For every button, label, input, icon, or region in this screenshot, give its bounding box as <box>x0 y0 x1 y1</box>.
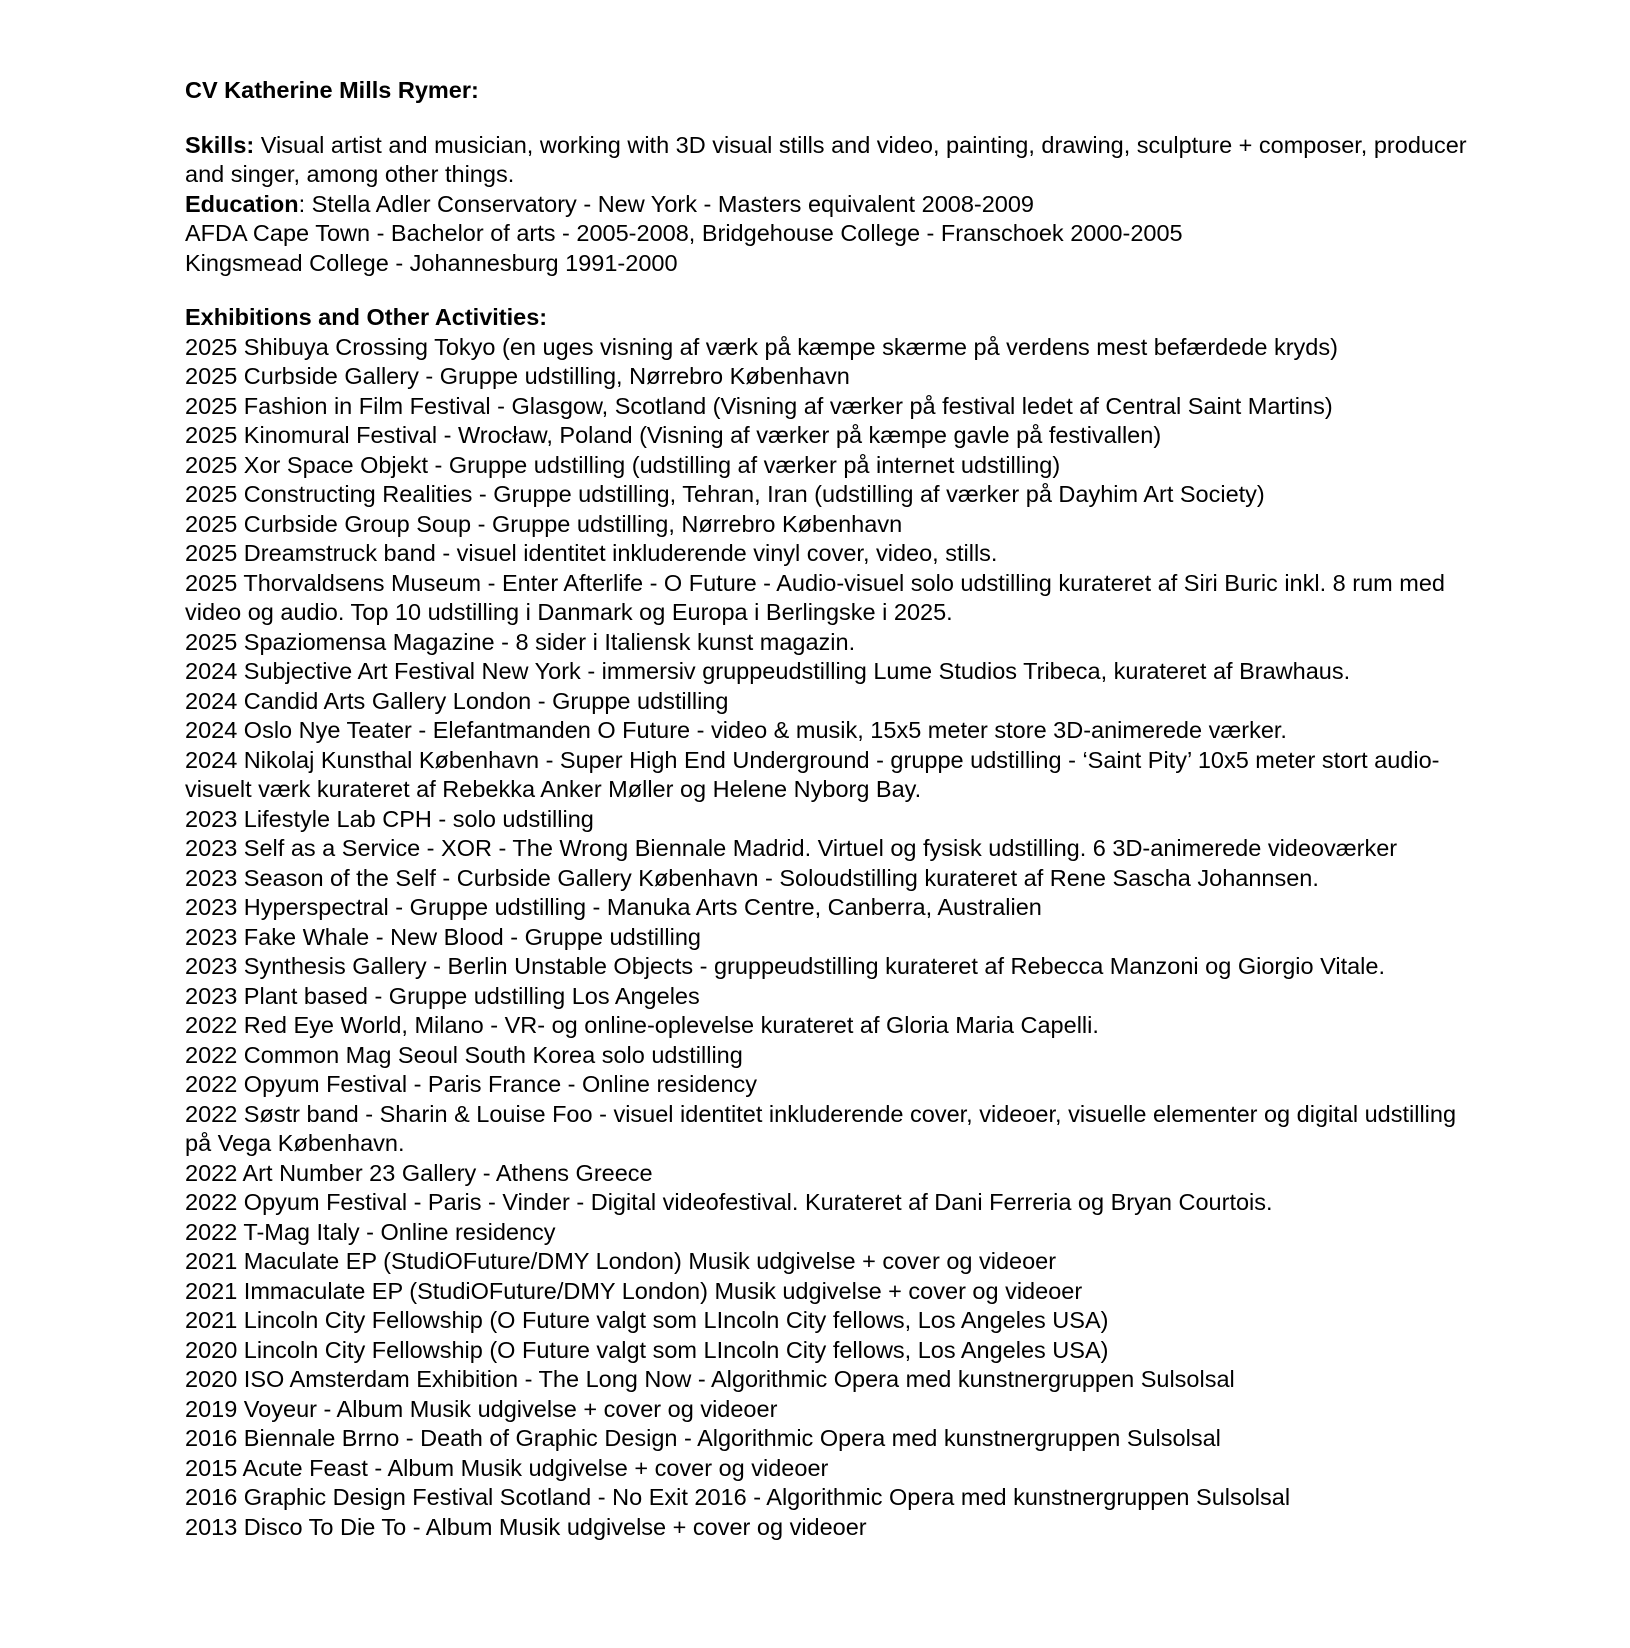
exhibition-entry: 2021 Immaculate EP (StudiOFuture/DMY London) Musik udgivelse + cover og videoer <box>185 1277 1083 1304</box>
skills-label: Skills: <box>185 131 255 158</box>
exhibition-entry: 2025 Dreamstruck band - visuel identitet inkluderende vinyl cover, video, stills. <box>185 540 998 566</box>
exhibition-entry: 2022 T-Mag Italy - Online residency <box>185 1218 556 1245</box>
exhibition-entry: 2016 Graphic Design Festival Scotland - No Exit 2016 - Algorithmic Opera med kunstnergruppen Sulsolsal <box>185 1484 1291 1510</box>
exhibition-entry: 2020 ISO Amsterdam Exhibition - The Long Now - Algorithmic Opera med kunstnergruppen Sulsolsal <box>185 1366 1235 1392</box>
exhibition-entry: 2025 Spaziomensa Magazine - 8 sider i Italiensk kunst magazin. <box>185 628 856 655</box>
exhibition-entry: 2025 Kinomural Festival - Wrocław, Poland (Visning af værker på kæmpe gavle på festivallen) <box>185 422 1162 448</box>
exhibition-entry: 2013 Disco To Die To - Album Musik udgivelse + cover og videoer <box>185 1513 867 1540</box>
education-text: : Stella Adler Conservatory - New York - Masters equivalent 2008-2009 <box>298 190 1035 217</box>
exhibitions-title: Exhibitions and Other Activities: <box>185 304 548 330</box>
cv-title: CV Katherine Mills Rymer: <box>185 77 479 103</box>
exhibition-entry: 2023 Self as a Service - XOR - The Wrong Biennale Madrid. Virtuel og fysisk udstilling. 6 3D-animerede videoværker <box>185 835 1398 861</box>
exhibition-entry: 2025 Fashion in Film Festival - Glasgow, Scotland (Visning af værker på festival ledet af Central Saint Martins) <box>185 392 1333 419</box>
exhibition-entry: 2021 Lincoln City Fellowship (O Future valgt som LIncoln City fellows, Los Angeles USA) <box>185 1307 1109 1333</box>
exhibition-entry: 2022 Red Eye World, Milano - VR- og online-oplevelse kurateret af Gloria Maria Capelli. <box>185 1012 1099 1038</box>
exhibition-entry: 2023 Hyperspectral - Gruppe udstilling - Manuka Arts Centre, Canberra, Australien <box>185 894 1042 920</box>
exhibition-entry: 2024 Oslo Nye Teater - Elefantmanden O Future - video & musik, 15x5 meter store 3D-animerede værker. <box>185 717 1287 743</box>
exhibition-entry: 2020 Lincoln City Fellowship (O Future valgt som LIncoln City fellows, Los Angeles USA) <box>185 1336 1109 1363</box>
exhibition-entry: 2025 Thorvaldsens Museum - Enter Afterlife - O Future - Audio-visuel solo udstilling kurateret af Siri Buric inkl. 8 rum med video og audio. Top 10 udstilling i Danmark og Europa i Berlingske i 2025. <box>185 569 1445 625</box>
spacer <box>185 106 1475 131</box>
exhibition-entry: 2016 Biennale Brrno - Death of Graphic Design - Algorithmic Opera med kunstnergruppen Sulsolsal <box>185 1425 1221 1451</box>
exhibition-entry: 2025 Curbside Group Soup - Gruppe udstilling, Nørrebro København <box>185 510 903 537</box>
skills-text: Visual artist and musician, working with 3D visual stills and video, painting, drawing, sculpture + composer, producer and singer, among other things. <box>185 131 1467 187</box>
exhibition-entry: 2023 Season of the Self - Curbside Gallery København - Soloudstilling kurateret af Rene Sascha Johannsen. <box>185 864 1319 891</box>
education-paragraph <box>185 190 1475 220</box>
exhibition-entry: 2022 Opyum Festival - Paris France - Online residency <box>185 1071 758 1097</box>
exhibition-entry: 2025 Xor Space Objekt - Gruppe udstilling (udstilling af værker på internet udstilling) <box>185 451 1061 478</box>
education-label: Education <box>185 190 299 217</box>
exhibition-entry: 2019 Voyeur - Album Musik udgivelse + cover og videoer <box>185 1395 778 1422</box>
exhibition-entry: 2015 Acute Feast - Album Musik udgivelse + cover og videoer <box>185 1454 829 1481</box>
education-line: AFDA Cape Town - Bachelor of arts - 2005-2008, Bridgehouse College - Franschoek 2000-2005 <box>185 220 1183 246</box>
exhibition-entry: 2022 Common Mag Seoul South Korea solo udstilling <box>185 1041 743 1068</box>
exhibition-entry: 2023 Synthesis Gallery - Berlin Unstable Objects - gruppeudstilling kurateret af Rebecca Manzoni og Giorgio Vitale. <box>185 953 1385 979</box>
exhibition-entry: 2025 Curbside Gallery - Gruppe udstilling, Nørrebro København <box>185 363 850 389</box>
education-line: Kingsmead College - Johannesburg 1991-2000 <box>185 249 678 276</box>
cv-page <box>185 76 1475 1542</box>
exhibition-entry: 2023 Lifestyle Lab CPH - solo udstilling <box>185 805 594 832</box>
exhibition-entry: 2022 Søstr band - Sharin & Louise Foo - visuel identitet inkluderende cover, videoer, visuelle elementer og digital udstilling på Vega København. <box>185 1100 1457 1156</box>
exhibition-entry: 2023 Plant based - Gruppe udstilling Los Angeles <box>185 982 700 1009</box>
exhibition-entry: 2025 Constructing Realities - Gruppe udstilling, Tehran, Iran (udstilling af værker på Dayhim Art Society) <box>185 481 1265 507</box>
exhibition-entry: 2022 Opyum Festival - Paris - Vinder - Digital videofestival. Kurateret af Dani Ferreria og Bryan Courtois. <box>185 1189 1273 1215</box>
skills-paragraph <box>185 131 1475 190</box>
exhibition-entry: 2021 Maculate EP (StudiOFuture/DMY London) Musik udgivelse + cover og videoer <box>185 1248 1057 1274</box>
exhibitions-list <box>185 333 1475 1543</box>
exhibition-entry: 2024 Candid Arts Gallery London - Gruppe udstilling <box>185 687 729 714</box>
exhibition-entry: 2024 Nikolaj Kunsthal København - Super High End Underground - gruppe udstilling - ‘Saint Pity’ 10x5 meter stort audio-visuelt værk kurateret af Rebekka Anker Møller og Helene Nyborg Bay. <box>185 746 1440 802</box>
spacer <box>185 278 1475 303</box>
exhibition-entry: 2022 Art Number 23 Gallery - Athens Greece <box>185 1159 653 1186</box>
exhibition-entry: 2025 Shibuya Crossing Tokyo (en uges visning af værk på kæmpe skærme på verdens mest befærdede kryds) <box>185 333 1338 360</box>
exhibition-entry: 2024 Subjective Art Festival New York - immersiv gruppeudstilling Lume Studios Tribeca, kurateret af Brawhaus. <box>185 658 1351 684</box>
exhibition-entry: 2023 Fake Whale - New Blood - Gruppe udstilling <box>185 923 701 950</box>
